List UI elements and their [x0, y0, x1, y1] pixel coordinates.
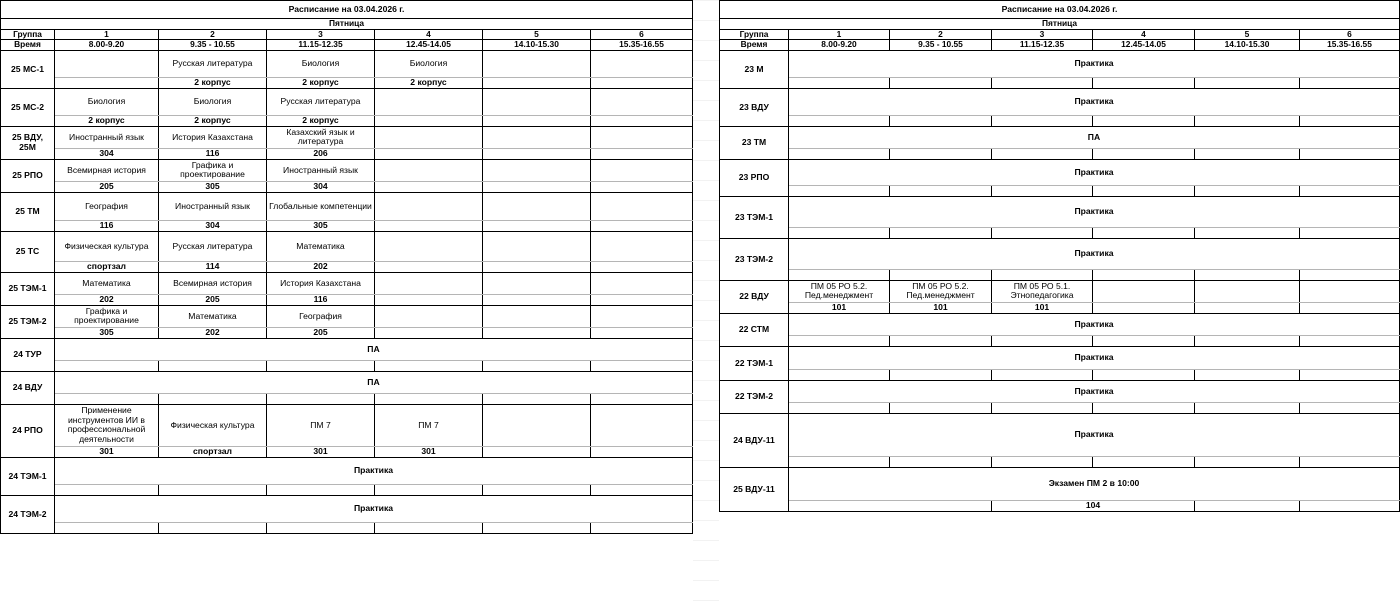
- table-row: [720, 313, 1400, 335]
- subject-cell: География: [55, 192, 159, 220]
- room-cell: 202: [159, 327, 267, 338]
- merged-activity: Практика: [789, 380, 1400, 402]
- subject-cell: [375, 231, 483, 261]
- room-cell: 304: [267, 181, 375, 192]
- day-label: Пятница: [720, 19, 1400, 30]
- room-cell: [375, 148, 483, 159]
- subject-cell: Русская литература: [267, 88, 375, 115]
- subject-cell: [1300, 280, 1400, 302]
- room-cell: 305: [267, 220, 375, 231]
- table-row: [720, 380, 1400, 402]
- period-time: 9.35 - 10.55: [890, 40, 992, 51]
- room-cell: [591, 181, 693, 192]
- subject-cell: [483, 231, 591, 261]
- subject-cell: Всемирная история: [159, 272, 267, 294]
- table-row: [720, 126, 1400, 148]
- subject-cell: [483, 305, 591, 327]
- subject-cell: Графика и проектирование: [159, 159, 267, 181]
- room-cell: 305: [55, 327, 159, 338]
- time-header: Время: [1, 40, 55, 51]
- subject-cell: [591, 305, 693, 327]
- room-cell: [1093, 302, 1195, 313]
- table-row: [720, 413, 1400, 456]
- period-number: 6: [1300, 29, 1400, 40]
- group-name: 24 ТУР: [1, 338, 55, 371]
- room-cell: 301: [55, 446, 159, 457]
- room-cell: спортзал: [55, 261, 159, 272]
- subject-cell: [591, 50, 693, 77]
- subject-cell: История Казахстана: [159, 126, 267, 148]
- group-name: 25 МС-1: [1, 50, 55, 88]
- group-name: 24 ТЭМ-2: [1, 495, 55, 533]
- room-cell: [375, 181, 483, 192]
- subject-cell: [375, 159, 483, 181]
- room-cell: [591, 148, 693, 159]
- table-row: [720, 238, 1400, 269]
- table-row: [1, 371, 693, 393]
- room-cell: [483, 148, 591, 159]
- subject-cell: [483, 88, 591, 115]
- subject-cell: ПМ 7: [267, 404, 375, 446]
- room-cell: [483, 115, 591, 126]
- room-cell: [375, 261, 483, 272]
- room-cell: 202: [267, 261, 375, 272]
- room-cell: [483, 446, 591, 457]
- subject-cell: [375, 126, 483, 148]
- room-cell: 116: [159, 148, 267, 159]
- schedule-title: Расписание на 03.04.2026 г.: [1, 1, 693, 19]
- group-name: 22 ТЭМ-2: [720, 380, 789, 413]
- subject-cell: Глобальные компетенции: [267, 192, 375, 220]
- room-cell: 2 корпус: [159, 115, 267, 126]
- group-name: 23 М: [720, 50, 789, 88]
- room-cell: 205: [159, 294, 267, 305]
- spreadsheet-gap: [693, 0, 719, 611]
- subject-cell: Применение инструментов ИИ в профессиональной деятельности: [55, 404, 159, 446]
- table-row: [1, 457, 693, 484]
- table-row: [720, 50, 1400, 77]
- room-cell: 301: [267, 446, 375, 457]
- room-cell: 2 корпус: [159, 77, 267, 88]
- subject-cell: Биология: [159, 88, 267, 115]
- day-label: Пятница: [1, 19, 693, 30]
- subject-cell: [591, 159, 693, 181]
- period-number: 3: [992, 29, 1093, 40]
- room-cell: [591, 220, 693, 231]
- merged-activity: Практика: [789, 159, 1400, 185]
- period-number: 4: [1093, 29, 1195, 40]
- room-cell: 205: [55, 181, 159, 192]
- room-cell: [591, 294, 693, 305]
- room-cell: 2 корпус: [375, 77, 483, 88]
- subject-cell: История Казахстана: [267, 272, 375, 294]
- subject-cell: [591, 192, 693, 220]
- schedule-title: Расписание на 03.04.2026 г.: [720, 1, 1400, 19]
- group-name: 23 ТЭМ-1: [720, 196, 789, 238]
- subject-cell: [483, 192, 591, 220]
- left-schedule-table: [0, 0, 693, 534]
- subject-cell: Математика: [267, 231, 375, 261]
- subject-cell: Русская литература: [159, 50, 267, 77]
- period-number: 6: [591, 29, 693, 40]
- table-row: [720, 280, 1400, 302]
- subject-cell: [483, 404, 591, 446]
- subject-cell: Биология: [375, 50, 483, 77]
- group-name: 25 ТЭМ-1: [1, 272, 55, 305]
- subject-cell: [591, 404, 693, 446]
- subject-cell: Графика и проектирование: [55, 305, 159, 327]
- room-cell: 101: [992, 302, 1093, 313]
- group-name: 25 ТС: [1, 231, 55, 272]
- merged-activity: Практика: [789, 88, 1400, 115]
- room-cell: 301: [375, 446, 483, 457]
- period-time: 14.10-15.30: [483, 40, 591, 51]
- room-cell: [375, 327, 483, 338]
- table-row: [1, 231, 693, 261]
- room-cell: [591, 77, 693, 88]
- period-number: 5: [1195, 29, 1300, 40]
- period-number: 2: [159, 29, 267, 40]
- group-name: 22 ТЭМ-1: [720, 346, 789, 380]
- subject-cell: ПМ 05 РО 5.2. Пед.менеджмент: [789, 280, 890, 302]
- table-row: [1, 159, 693, 181]
- room-cell: [483, 294, 591, 305]
- subject-cell: [375, 88, 483, 115]
- merged-activity: Экзамен ПМ 2 в 10:00: [789, 467, 1400, 500]
- group-name: 24 ВДУ-11: [720, 413, 789, 467]
- group-header: Группа: [1, 29, 55, 40]
- subject-cell: Иностранный язык: [267, 159, 375, 181]
- room-cell: [375, 294, 483, 305]
- table-row: [1, 50, 693, 77]
- period-number: 2: [890, 29, 992, 40]
- period-time: 8.00-9.20: [789, 40, 890, 51]
- group-name: 24 ТЭМ-1: [1, 457, 55, 495]
- room-cell: 202: [55, 294, 159, 305]
- room-cell: [483, 261, 591, 272]
- merged-activity: Практика: [55, 495, 693, 522]
- room-cell: 305: [159, 181, 267, 192]
- subject-cell: [483, 50, 591, 77]
- group-name: 25 МС-2: [1, 88, 55, 126]
- subject-cell: [55, 50, 159, 77]
- room-cell: 101: [789, 302, 890, 313]
- group-name: 25 ТМ: [1, 192, 55, 231]
- merged-activity: ПА: [789, 126, 1400, 148]
- merged-activity: Практика: [789, 346, 1400, 369]
- subject-cell: География: [267, 305, 375, 327]
- subject-cell: Иностранный язык: [55, 126, 159, 148]
- room-cell: 2 корпус: [55, 115, 159, 126]
- group-name: 23 ТМ: [720, 126, 789, 159]
- table-row: [720, 88, 1400, 115]
- room-cell: 206: [267, 148, 375, 159]
- group-name: 22 СТМ: [720, 313, 789, 346]
- room-cell: 116: [55, 220, 159, 231]
- subject-cell: [1195, 280, 1300, 302]
- room-cell: [375, 220, 483, 231]
- time-header: Время: [720, 40, 789, 51]
- merged-activity: Практика: [789, 413, 1400, 456]
- room-cell: спортзал: [159, 446, 267, 457]
- subject-cell: Иностранный язык: [159, 192, 267, 220]
- room-cell: 205: [267, 327, 375, 338]
- group-name: 25 ТЭМ-2: [1, 305, 55, 338]
- table-row: [720, 159, 1400, 185]
- room-cell: 114: [159, 261, 267, 272]
- group-name: 25 ВДУ-11: [720, 467, 789, 511]
- period-time: 15.35-16.55: [1300, 40, 1400, 51]
- period-time: 11.15-12.35: [267, 40, 375, 51]
- room-cell: [591, 261, 693, 272]
- group-name: 23 РПО: [720, 159, 789, 196]
- period-number: 1: [55, 29, 159, 40]
- table-row: [1, 126, 693, 148]
- subject-cell: ПМ 05 РО 5.1. Этнопедагогика: [992, 280, 1093, 302]
- room-cell: [1300, 302, 1400, 313]
- period-time: 14.10-15.30: [1195, 40, 1300, 51]
- subject-cell: [375, 272, 483, 294]
- period-number: 5: [483, 29, 591, 40]
- room-cell: 304: [55, 148, 159, 159]
- merged-activity: Практика: [789, 50, 1400, 77]
- subject-cell: [483, 126, 591, 148]
- period-time: 12.45-14.05: [375, 40, 483, 51]
- room-cell: 101: [890, 302, 992, 313]
- table-row: [1, 88, 693, 115]
- merged-activity: Практика: [789, 313, 1400, 335]
- table-row: [1, 272, 693, 294]
- period-time: 15.35-16.55: [591, 40, 693, 51]
- table-row: [720, 196, 1400, 227]
- room-cell: [375, 115, 483, 126]
- subject-cell: ПМ 7: [375, 404, 483, 446]
- room-cell: [55, 77, 159, 88]
- group-name: 23 ТЭМ-2: [720, 238, 789, 280]
- merged-activity: ПА: [55, 338, 693, 360]
- period-time: 11.15-12.35: [992, 40, 1093, 51]
- table-row: [1, 404, 693, 446]
- period-number: 4: [375, 29, 483, 40]
- room-number: 104: [992, 500, 1195, 511]
- group-name: 22 ВДУ: [720, 280, 789, 313]
- period-time: 12.45-14.05: [1093, 40, 1195, 51]
- subject-cell: Биология: [55, 88, 159, 115]
- period-number: 3: [267, 29, 375, 40]
- table-row: [1, 338, 693, 360]
- room-cell: 304: [159, 220, 267, 231]
- table-row: [720, 467, 1400, 500]
- group-header: Группа: [720, 29, 789, 40]
- room-cell: 2 корпус: [267, 77, 375, 88]
- room-cell: [591, 446, 693, 457]
- group-name: 25 РПО: [1, 159, 55, 192]
- subject-cell: Казахский язык и литература: [267, 126, 375, 148]
- subject-cell: Физическая культура: [159, 404, 267, 446]
- period-time: 8.00-9.20: [55, 40, 159, 51]
- subject-cell: [483, 159, 591, 181]
- right-schedule-table: [719, 0, 1400, 512]
- room-cell: [483, 77, 591, 88]
- subject-cell: Русская литература: [159, 231, 267, 261]
- left-schedule: [0, 0, 693, 611]
- merged-activity: Практика: [55, 457, 693, 484]
- period-time: 9.35 - 10.55: [159, 40, 267, 51]
- group-name: 25 ВДУ, 25М: [1, 126, 55, 159]
- table-row: [1, 495, 693, 522]
- subject-cell: Математика: [159, 305, 267, 327]
- subject-cell: Физическая культура: [55, 231, 159, 261]
- merged-activity: Практика: [789, 196, 1400, 227]
- subject-cell: [591, 272, 693, 294]
- room-cell: [591, 115, 693, 126]
- subject-cell: Математика: [55, 272, 159, 294]
- subject-cell: Биология: [267, 50, 375, 77]
- group-name: 24 РПО: [1, 404, 55, 457]
- group-name: 24 ВДУ: [1, 371, 55, 404]
- table-row: [720, 346, 1400, 369]
- room-cell: [483, 220, 591, 231]
- period-number: 1: [789, 29, 890, 40]
- room-cell: [483, 327, 591, 338]
- room-cell: [1195, 302, 1300, 313]
- group-name: 23 ВДУ: [720, 88, 789, 126]
- merged-activity: Практика: [789, 238, 1400, 269]
- subject-cell: [483, 272, 591, 294]
- merged-activity: ПА: [55, 371, 693, 393]
- subject-cell: [375, 305, 483, 327]
- table-row: [1, 192, 693, 220]
- subject-cell: [591, 126, 693, 148]
- room-cell: [591, 327, 693, 338]
- subject-cell: ПМ 05 РО 5.2. Пед.менеджмент: [890, 280, 992, 302]
- subject-cell: [591, 231, 693, 261]
- room-cell: 116: [267, 294, 375, 305]
- table-row: [1, 305, 693, 327]
- room-cell: 2 корпус: [267, 115, 375, 126]
- subject-cell: [591, 88, 693, 115]
- room-cell: [483, 181, 591, 192]
- right-schedule: [719, 0, 1400, 611]
- subject-cell: Всемирная история: [55, 159, 159, 181]
- subject-cell: [375, 192, 483, 220]
- subject-cell: [1093, 280, 1195, 302]
